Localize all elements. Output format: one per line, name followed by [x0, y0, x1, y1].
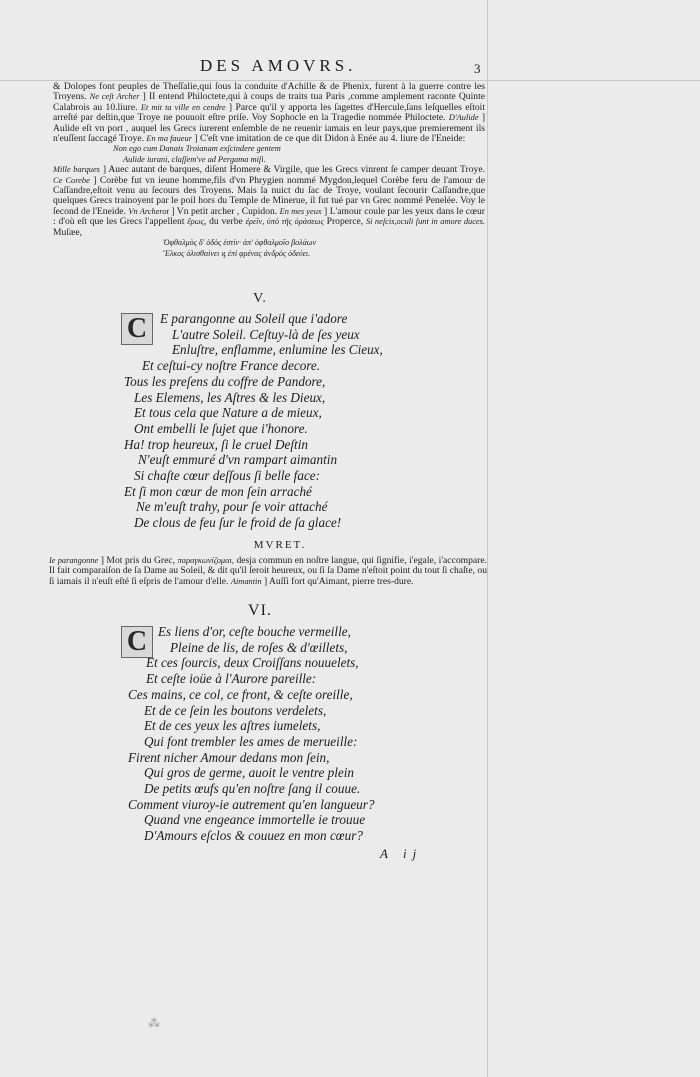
verse-line: Et de ces yeux les aſtres iumelets,	[144, 718, 321, 734]
lemma-text: ἐρεῖν, ὑπὸ τῆς ὁράσεως	[245, 217, 324, 227]
sonnet-vi-body	[128, 624, 478, 844]
commentary-text: ] Auſſi fort qu'Aimant, pierre tres-dure.	[261, 575, 414, 587]
sonnet-v-body	[124, 311, 480, 531]
lemma-text: Vn Archerot	[128, 206, 169, 216]
lemma-text: Ie parangonne	[49, 556, 99, 565]
muret-paragraph	[49, 556, 487, 587]
verse-line: De petits œufs qu'en noſtre ſang il couue.	[144, 781, 361, 797]
lemma-text: ἔρως	[187, 217, 204, 227]
commentary-text: ] L'amour coule par les yeux dans le cœur : d'où eſt que les Grecs l'appellent	[53, 205, 485, 228]
sonnet-v-number: V.	[253, 291, 267, 306]
commentary-text: ] Corèbe fut vn ieune homme,fils d'vn Phrygien nommé Mygdon,lequel Corèbe feru de l'amour de Caſſandre,eſtoit venu au ſecours des Troyens. Mais la nuict du ſac de Troye, voulant ſecourir Caſſandre,que quelques Grecs trainoyent par le poil hors du Temple de Minerue, il fut tué par vn Grec nommé Penelée. Voy le ſecond de l'Eneide.	[53, 174, 485, 217]
lemma-text: En ma faueur	[146, 134, 192, 144]
verse-line: Et de ce ſein les boutons verdelets,	[144, 702, 327, 718]
verse-line: Es liens d'or, ceſte bouche vermeille,	[158, 624, 351, 639]
commentary-text: , du verbe	[203, 216, 246, 228]
commentary-text: ] Mot pris du Grec,	[98, 555, 178, 566]
verse-line: Enluſtre, enflamme, enlumine les Cieux,	[172, 342, 383, 358]
commentary-text: Muſæe,	[53, 226, 83, 238]
muret-heading: MVRET.	[253, 539, 307, 551]
commentary-top	[53, 82, 485, 259]
lemma-text: En mes yeux	[279, 206, 322, 216]
verse-line: E parangonne au Soleil que i'adore	[160, 311, 348, 326]
sonnet-vi-number: VI.	[248, 602, 272, 619]
commentary-text: ] II entend Philoctete,qui à coups de traits tua Paris ,comme amplement raconte Quinte Calabrois au 10.liure.	[53, 91, 485, 113]
ink-smudge-icon: ⁂	[148, 1016, 160, 1030]
greek-quote-line-1: Ὀφθαλμὸς δ' ὁδὸς ἐστίν· ἀπ' ὀφθαλμοῖο βολάων	[163, 238, 316, 248]
verse-line: N'euſt emmuré d'vn rampart aimantin	[138, 452, 338, 468]
lemma-text: Aimantin	[230, 576, 262, 586]
verse-line: L'autre Soleil. Ceſtuy-là de ſes yeux	[172, 326, 360, 342]
verse-line: Ne m'euſt trahy, pour ſe voir attaché	[136, 499, 328, 515]
running-title: DES AMOVRS.	[200, 56, 357, 75]
verse-line: Comment viuroy-ie autrement qu'en langueur?	[128, 796, 375, 812]
verse-line: De clous de feu ſur le froid de ſa glace!	[134, 515, 342, 531]
verse-line: Qui font trembler les ames de merueille:	[144, 733, 358, 749]
lemma-text: Ce Corebe	[53, 175, 90, 185]
commentary-text: ] Parce qu'il y apporta les ſagettes d'Hercule,ſans leſquelles eſtoit arreſté par deſtin,que Troye ne pouuoit eſtre priſe. Voy Sophocle en la Tragedie nommée Philoctete.	[53, 101, 485, 124]
commentary-paragraph-2	[53, 165, 485, 238]
latin-quote-line-2: Aulide iurani, claſſem've ad Pergama miſi.	[123, 154, 266, 164]
verse-line: Ha! trop heureux, ſi le cruel Deſtin	[124, 436, 308, 452]
lemma-text: D'Aulide	[448, 113, 479, 123]
lemma-text: Si neſcis,oculi ſunt in amore duces.	[365, 217, 485, 227]
verse-line: Ces mains, ce col, ce front, & ceſte oreille,	[128, 686, 353, 702]
verse-line: Et ces ſourcis, deux Croiſſans nouuelets,	[146, 655, 359, 671]
lemma-text: παραγκωνίζομαι,	[177, 556, 234, 565]
sonnet-vi-dropcap: C	[121, 626, 153, 658]
commentary-text: desja commun en noſtre langue, qui ſignifie, i'egale, i'accompare. Il fait comparaiſon de ſa Dame au Soleil, & dit qu'il ſeroit heureux, ou ſi ſa Dame n'eſtoit point du tout ſi chaſte, ou ſi iamais il n'euſt eſté ſi eſpris de l'amour d'elle.	[49, 555, 487, 587]
lemma-text: Ne ceſt Archer	[89, 92, 140, 102]
commentary-text: ] Vn petit archer , Cupidon.	[168, 205, 280, 217]
commentary-paragraph-1	[53, 82, 485, 144]
verse-line: Firent nicher Amour dedans mon ſein,	[128, 749, 330, 765]
muret-commentary	[49, 556, 487, 587]
verse-line: Et ceſte ioüe à l'Aurore pareille:	[146, 671, 317, 687]
commentary-text: ] C'eſt vne imitation de ce que dit Didon à Enée au 4. liure de l'Eneide:	[191, 133, 466, 145]
greek-quote-line-2: Ἕλκος ὀλισθαίνει ϗ ἐπὶ φρένας ἀνδρὸς ὁδεύει.	[163, 248, 311, 258]
commentary-text: & Dolopes font peuples de Theſſalie,qui ſous la conduite d'Achille & de Phenix, furent à la guerre contre les Troyens.	[53, 81, 485, 103]
verse-line: Ont embelli le ſujet que i'honore.	[134, 420, 308, 436]
verse-line: Pleine de lis, de roſes & d'œillets,	[170, 639, 348, 655]
latin-quote-line-1: Non ego cum Danais Troianam exſcindere gentem	[113, 144, 281, 154]
commentary-text: ] Auec autant de barques, diſent Homere & Virgile, que les Grecs vinrent ſe camper deuant Troye.	[99, 164, 485, 176]
sonnet-v-dropcap: C	[121, 313, 153, 345]
verse-line: Et ſi mon cœur de mon ſein arraché	[124, 483, 312, 499]
verse-line: Si chaſte cœur deſſous ſi belle face:	[134, 468, 321, 484]
lemma-text: Et mit ta ville en cendre	[140, 102, 226, 112]
lemma-text: Mille barques	[53, 165, 100, 175]
verse-line: Quand vne engeance immortelle ie trouue	[144, 812, 366, 828]
verse-line: Et tous cela que Nature a de mieux,	[134, 405, 322, 421]
verse-line: Les Elemens, les Aſtres & les Dieux,	[134, 389, 326, 405]
verse-line: Et ceſtui-cy noſtre France decore.	[142, 358, 321, 374]
verse-line: Tous les preſens du coffre de Pandore,	[124, 373, 326, 389]
commentary-text: ] Aulide eſt vn port , auquel les Grecs iurerent enſemble de ne reuenir iamais en leur pays,que premierement ils n'euſſent ſaccagé Troye.	[53, 112, 486, 145]
verse-line: Qui gros de germe, auoit le ventre plein	[144, 765, 354, 781]
verse-line: D'Amours eſclos & couuez en mon cœur?	[144, 828, 363, 844]
signature-mark: A ij	[380, 846, 423, 861]
commentary-text: Properce,	[323, 216, 366, 228]
page-folio: 3	[474, 61, 481, 76]
